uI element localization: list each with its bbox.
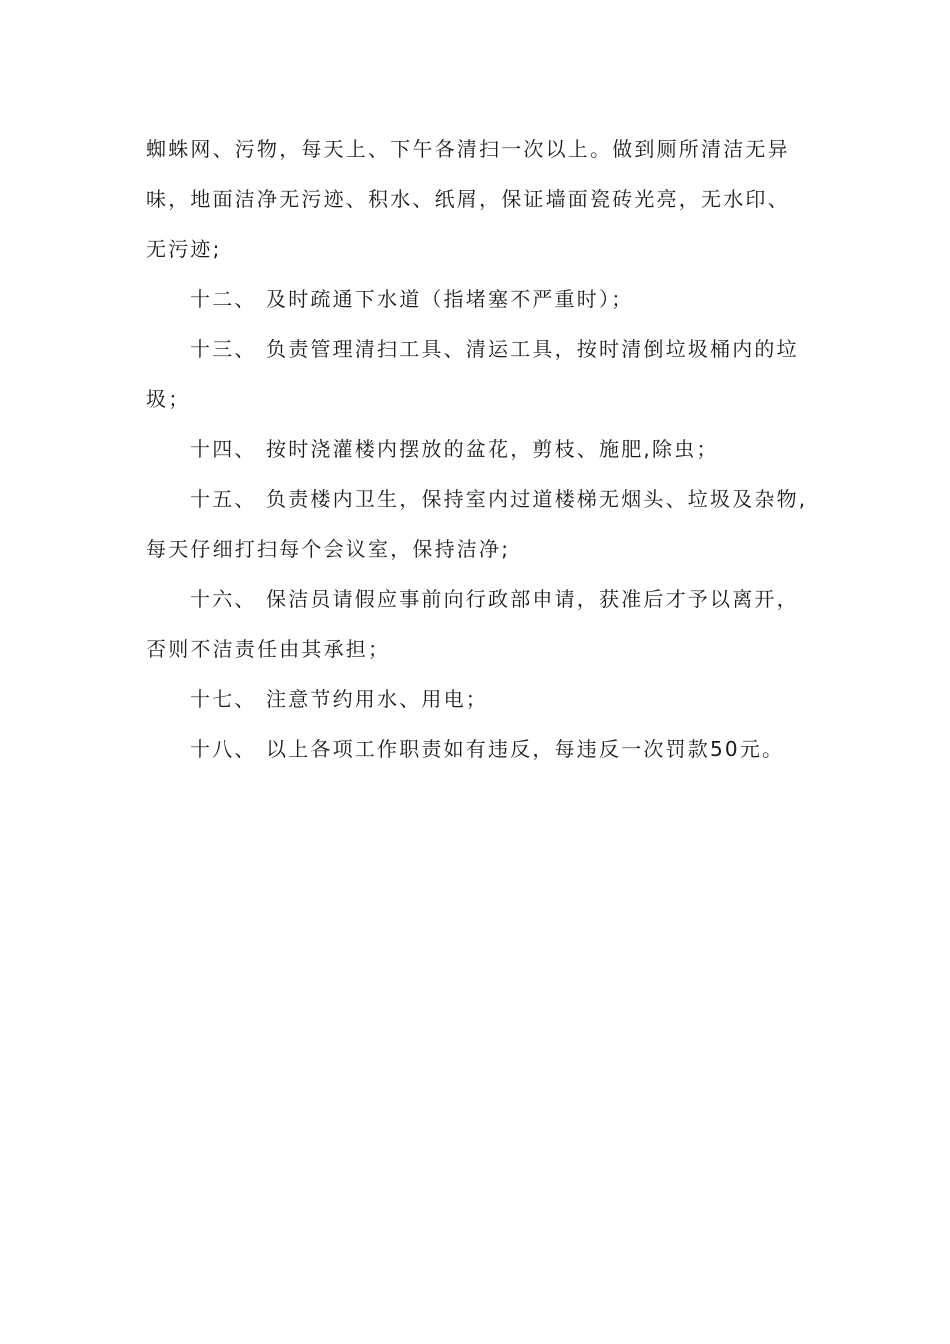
item-16-continuation: 否则不洁责任由其承担；: [146, 637, 391, 661]
document-body: [146, 124, 826, 774]
item-13: [146, 324, 826, 374]
item-text: 注意节约用水、用电；: [266, 687, 488, 711]
item-text: 保洁员请假应事前向行政部申请，获准后才予以离开，: [266, 587, 799, 611]
item-number: 十四、: [190, 437, 257, 461]
item-number: 十七、: [190, 687, 257, 711]
paragraph-line: 蜘蛛网、污物，每天上、下午各清扫一次以上。做到厕所清洁无异: [146, 137, 790, 161]
item-15: [146, 474, 826, 524]
item-number: 十八、: [190, 737, 257, 761]
item-number: 十六、: [190, 587, 257, 611]
item-number: 十三、: [190, 337, 257, 361]
paragraph-line: 味，地面洁净无污迹、积水、纸屑，保证墙面瓷砖光亮，无水印、: [146, 187, 790, 211]
item-text: 负责管理清扫工具、清运工具，按时清倒垃圾桶内的垃: [266, 337, 799, 361]
item-number: 十五、: [190, 487, 257, 511]
item-13-continuation: 圾；: [146, 387, 191, 411]
item-text: 负责楼内卫生，保持室内过道楼梯无烟头、垃圾及杂物,: [266, 487, 808, 511]
item-text: 按时浇灌楼内摆放的盆花，剪枝、施肥,除虫；: [266, 437, 719, 461]
item-14: [146, 424, 826, 474]
item-18: [146, 724, 826, 774]
item-16: [146, 574, 826, 624]
item-text: 以上各项工作职责如有违反，每违反一次罚款50元。: [266, 737, 785, 761]
item-text: 及时疏通下水道（指堵塞不严重时）；: [266, 287, 634, 311]
paragraph-line: 无污迹;: [146, 237, 222, 261]
item-15-continuation: 每天仔细打扫每个会议室，保持洁净;: [146, 537, 511, 561]
item-17: [146, 674, 826, 724]
item-12: [146, 274, 826, 324]
item-number: 十二、: [190, 287, 257, 311]
